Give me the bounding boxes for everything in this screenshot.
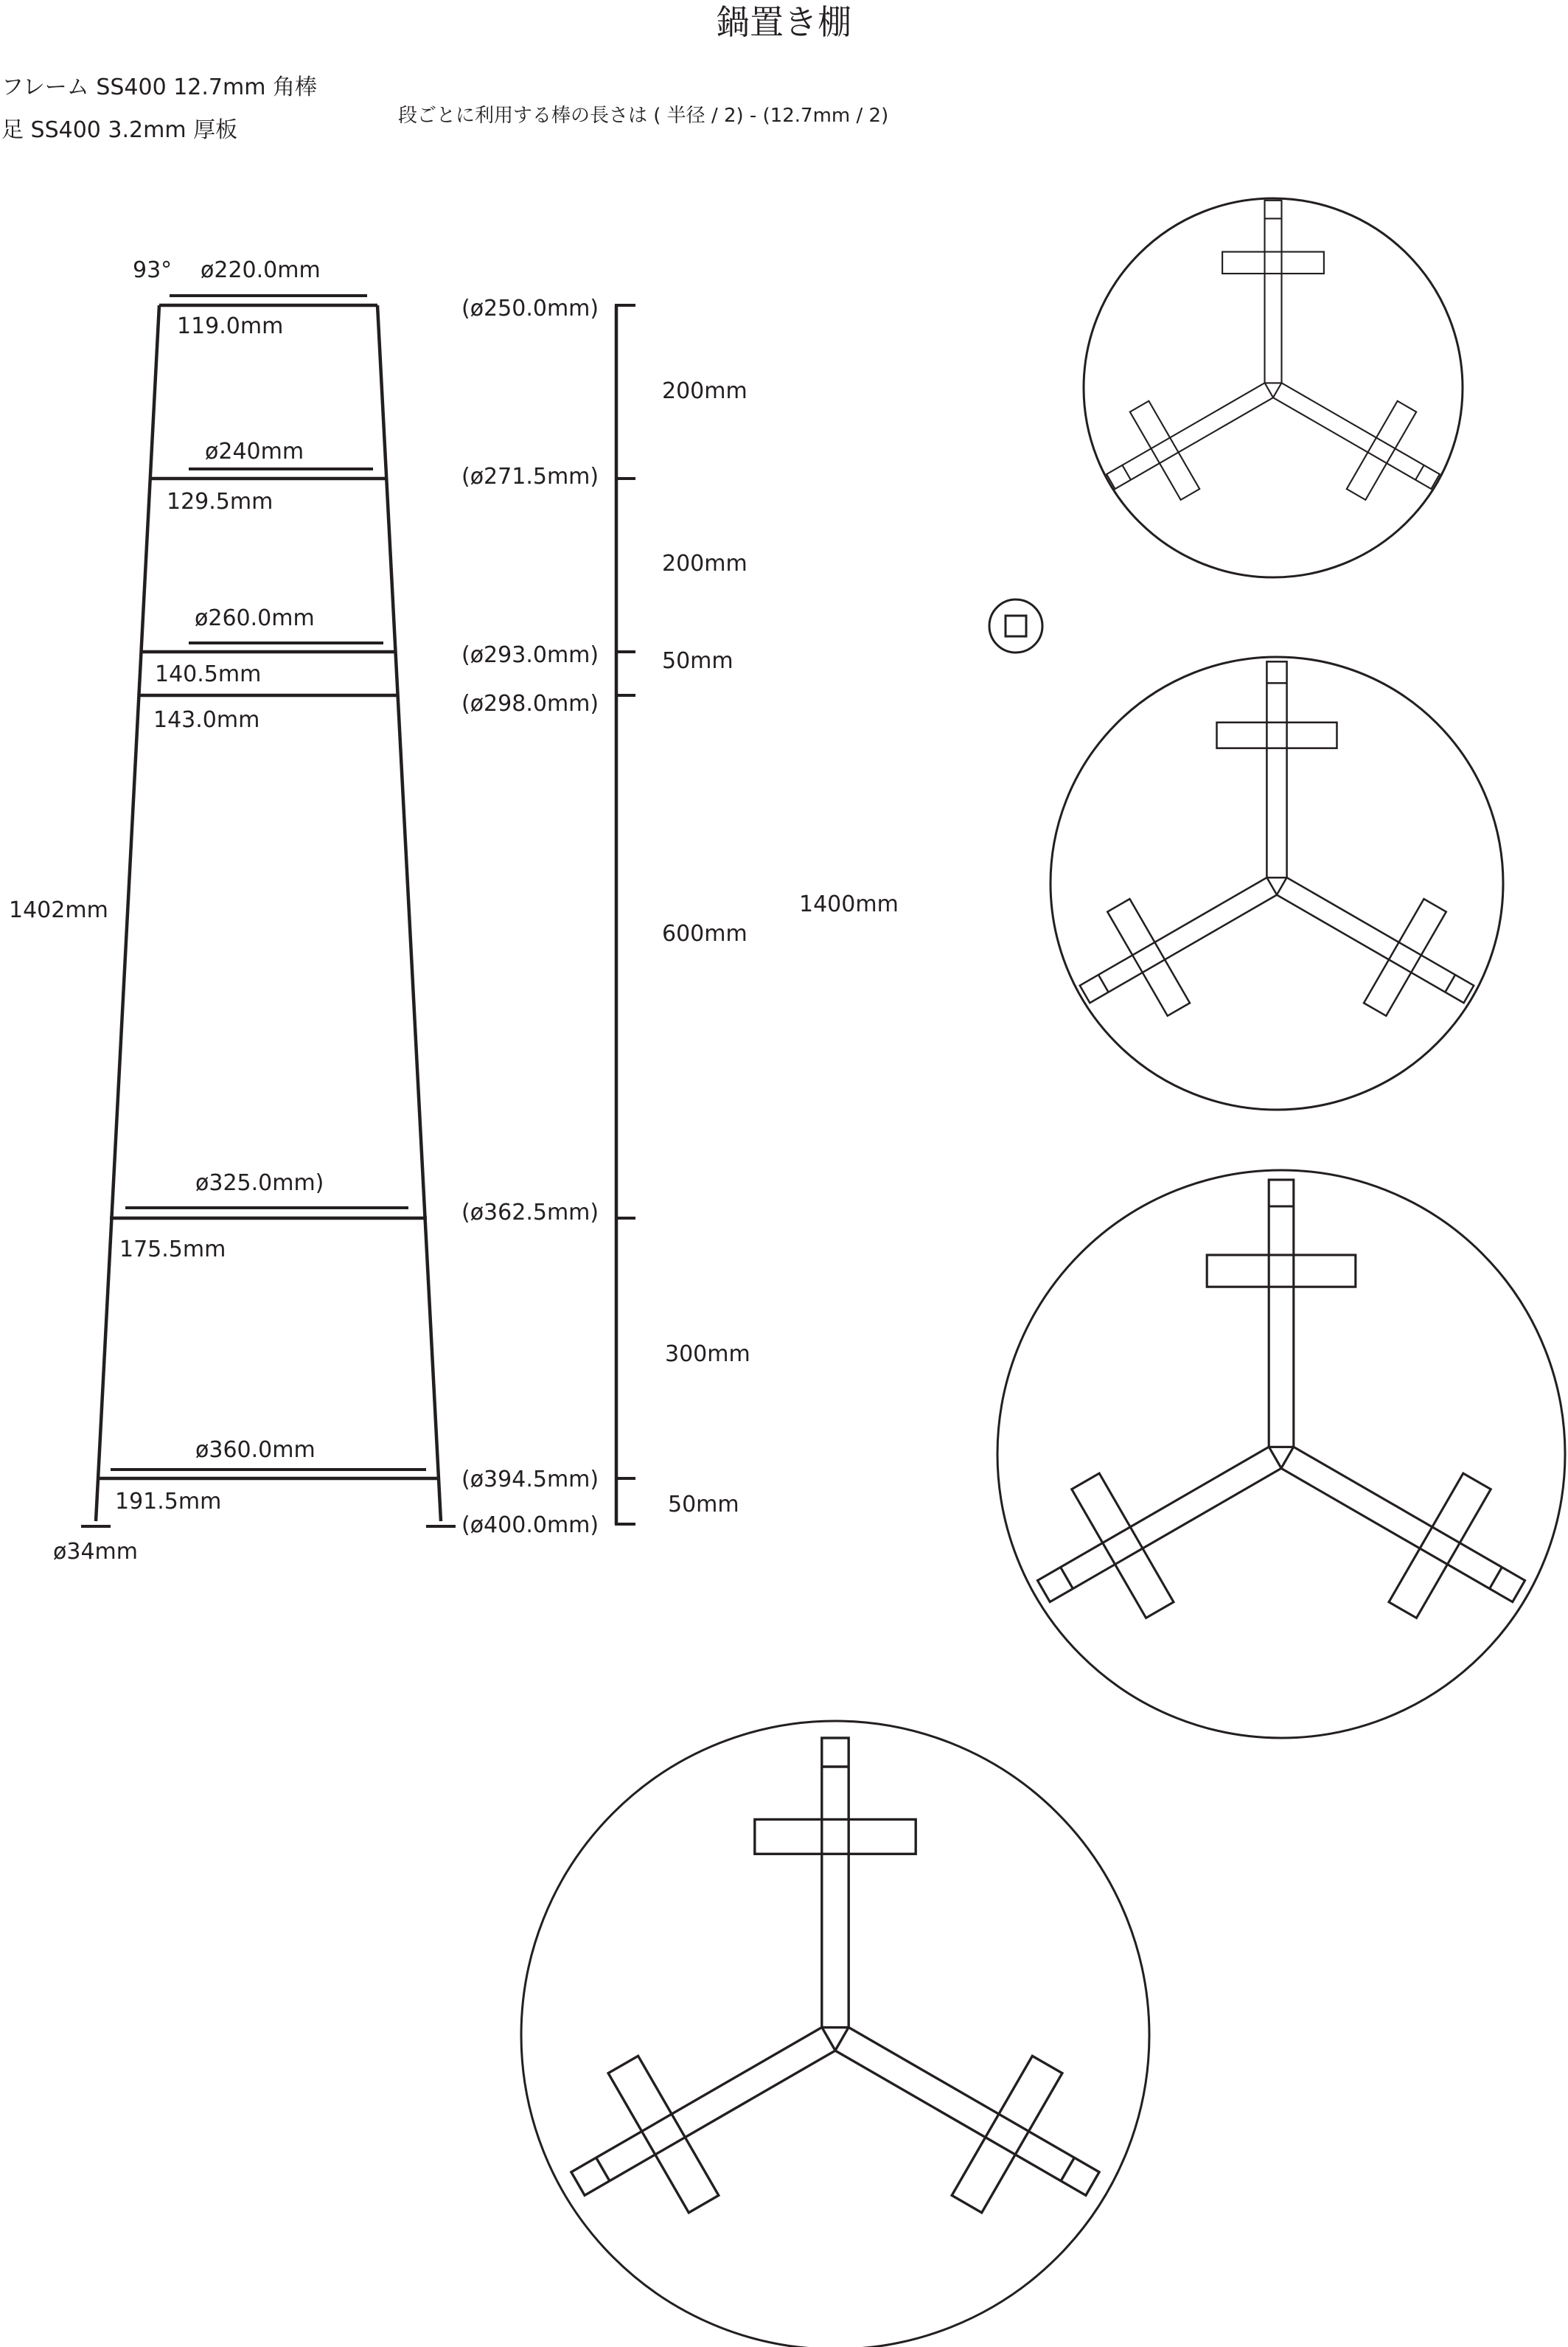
tier-3-bar-length-label: 140.5mm (155, 661, 262, 687)
tier-6-bar-length-label: 191.5mm (115, 1489, 222, 1515)
spacing-label: 200mm (662, 551, 748, 577)
tier-top-view-1 (1084, 198, 1463, 577)
foot-spec-note: 足 SS400 3.2mm 厚板 (1, 117, 238, 143)
tier-2-diameter-label: ø240mm (205, 439, 304, 465)
tier-5-bar-length-label: 175.5mm (119, 1237, 226, 1262)
outer-diameter-label: (ø271.5mm) (461, 464, 599, 490)
height-dimension-scale (615, 305, 635, 1524)
frame-angle-label: 93° (133, 257, 173, 283)
tier-1-diameter-label: ø220.0mm (201, 257, 321, 283)
outer-diameter-label: (ø250.0mm) (461, 296, 599, 321)
foot-diameter-label: ø34mm (53, 1539, 138, 1565)
total-height-label: 1402mm (9, 897, 108, 923)
spacing-label: 600mm (662, 921, 748, 947)
tier-6-diameter-label: ø360.0mm (195, 1437, 316, 1463)
tier-top-view-4 (521, 1721, 1149, 2347)
outer-diameter-label: (ø293.0mm) (461, 642, 599, 668)
tier-1-bar-length-label: 119.0mm (177, 313, 284, 339)
tier-top-view-2 (1050, 657, 1503, 1110)
bar-length-formula-note: 段ごとに利用する棒の長さは ( 半径 / 2) - (12.7mm / 2) (398, 105, 889, 127)
outer-diameter-label: (ø362.5mm) (461, 1200, 599, 1225)
tier-top-view-3 (997, 1170, 1565, 1738)
tier-5-diameter-label: ø325.0mm) (195, 1170, 324, 1196)
outer-diameter-label: (ø400.0mm) (461, 1512, 599, 1538)
side-view-frame (81, 296, 456, 1526)
spacing-label: 300mm (665, 1341, 750, 1367)
frame-right-leg (377, 305, 441, 1521)
tier-2-bar-length-label: 129.5mm (167, 489, 273, 515)
frame-spec-note: フレーム SS400 12.7mm 角棒 (1, 74, 317, 100)
spacing-label: 200mm (662, 378, 748, 404)
outer-diameter-label: (ø298.0mm) (461, 691, 599, 717)
spacing-label: 50mm (668, 1492, 739, 1517)
tier-4-bar-length-label: 143.0mm (153, 707, 260, 733)
tier-3-diameter-label: ø260.0mm (195, 605, 315, 631)
total-spacing-label: 1400mm (799, 891, 899, 917)
drawing-title: 鍋置き棚 (716, 2, 851, 42)
square-bar-section-icon (989, 599, 1042, 653)
outer-diameter-label: (ø394.5mm) (461, 1467, 599, 1492)
spacing-label: 50mm (662, 648, 734, 674)
